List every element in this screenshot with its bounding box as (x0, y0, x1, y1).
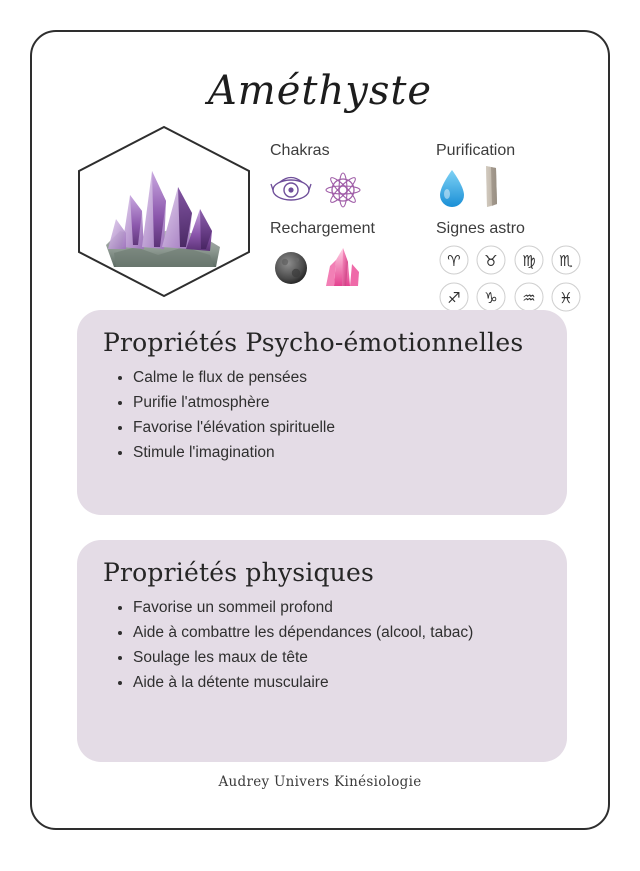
pink-crystal-icon (322, 242, 364, 288)
zodiac-sign-taureau (474, 242, 509, 277)
list-item: • Calme le flux de pensées (133, 365, 541, 390)
list-item: • Aide à la détente musculaire (133, 670, 541, 695)
crystal-hexagon-frame (74, 124, 254, 299)
list-item: • Purifie l'atmosphère (133, 390, 541, 415)
third-eye-chakra-icon (270, 168, 312, 210)
list-item: • Soulage les maux de tête (133, 645, 541, 670)
panel-psycho-emotionnelles (77, 310, 567, 515)
panel-item-list (103, 595, 541, 695)
zodiac-sign-belier (436, 242, 471, 277)
list-item: • Stimule l'imagination (133, 440, 541, 465)
chakras-label: Chakras (270, 142, 330, 159)
zodiac-sign-sagittaire (436, 279, 471, 314)
moon-icon (270, 246, 312, 288)
zodiac-glyph: ♍ (521, 251, 536, 270)
zodiac-sign-vierge (511, 242, 546, 277)
crown-chakra-icon (322, 168, 364, 210)
zodiac-signs-grid (436, 242, 584, 314)
list-item: • Favorise un sommeil profond (133, 595, 541, 620)
zodiac-sign-verseau (511, 279, 546, 314)
zodiac-sign-capricorne (474, 279, 509, 314)
zodiac-glyph: ♐ (446, 288, 461, 307)
panel-item-list (103, 365, 541, 465)
purification-astro-column (436, 142, 586, 314)
list-item: • Aide à combattre les dépendances (alcool, tabac) (133, 620, 541, 645)
water-drop-icon (436, 166, 468, 210)
chakras-icons (270, 164, 420, 210)
zodiac-sign-poissons (549, 279, 584, 314)
zodiac-glyph: ♉ (484, 251, 498, 270)
footer-credit: Audrey Univers Kinésiologie (218, 774, 422, 790)
rechargement-label: Rechargement (270, 220, 375, 237)
panel-title: Propriétés physiques (103, 558, 374, 587)
panel-title: Propriétés Psycho-émotionnelles (103, 328, 524, 357)
zodiac-glyph: ♑ (484, 288, 498, 307)
zodiac-glyph: ♏ (559, 251, 573, 270)
list-item: • Favorise l'élévation spirituelle (133, 415, 541, 440)
properties-info-block (270, 142, 580, 322)
zodiac-glyph: ♈ (446, 251, 461, 270)
zodiac-sign-scorpion (549, 242, 584, 277)
selenite-stick-icon (478, 164, 504, 210)
purification-icons (436, 164, 586, 210)
signes-astro-label: Signes astro (436, 220, 525, 237)
fiche-card (30, 30, 610, 830)
rechargement-icons (270, 242, 420, 288)
panel-proprietes-physiques (77, 540, 567, 762)
chakras-rechargement-column (270, 142, 420, 298)
amethyst-cluster-icon (100, 149, 228, 275)
page-title: Améthyste (207, 68, 433, 114)
purification-label: Purification (436, 142, 516, 159)
zodiac-glyph: ♓ (559, 288, 573, 307)
zodiac-glyph: ♒ (521, 288, 536, 307)
